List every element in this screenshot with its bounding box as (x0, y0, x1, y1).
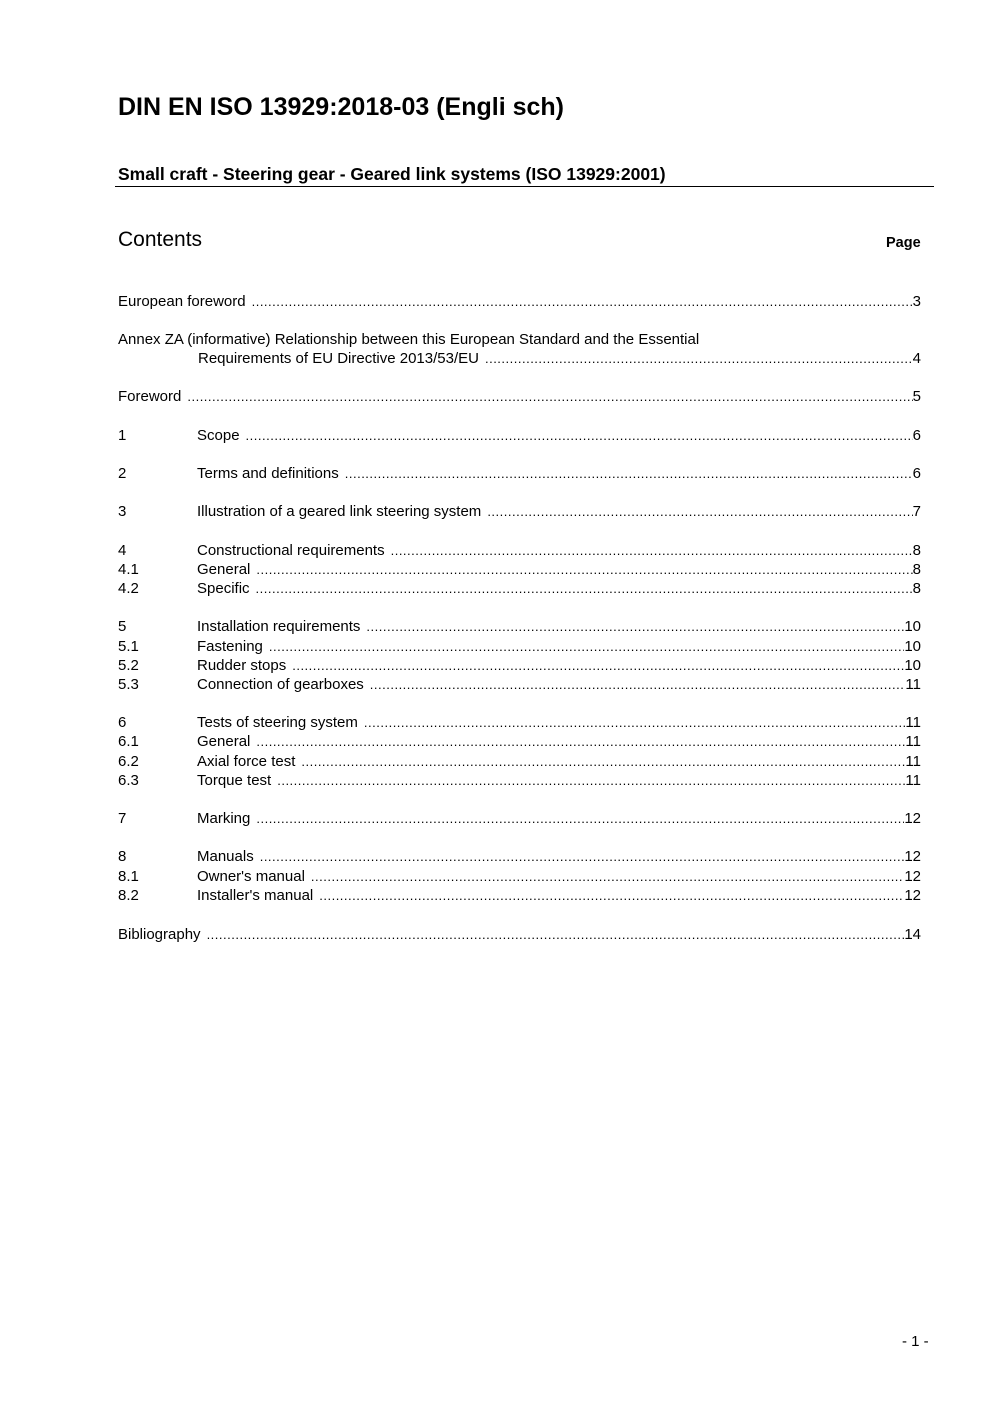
toc-entry-page: 10 (904, 657, 921, 674)
toc-entry-page: 11 (905, 676, 921, 693)
toc-entry-european-foreword[interactable] (118, 292, 921, 312)
title-rule (115, 186, 934, 187)
toc-entry-bibliography[interactable] (118, 925, 921, 945)
toc-entry-page: 12 (904, 848, 921, 865)
toc-dot-leader (391, 541, 913, 561)
document-subtitle: Small craft - Steering gear - Geared link systems (ISO 13929:2001) (118, 164, 666, 184)
toc-entry-text: Bibliography (118, 926, 201, 943)
toc-dot-leader (370, 675, 906, 695)
toc-entry-text: Manuals (197, 848, 254, 865)
toc-entry-page: 12 (904, 868, 921, 885)
toc-entry-page: 7 (912, 503, 921, 520)
footer-page-number: - 1 - (902, 1333, 929, 1350)
toc-dot-leader (256, 579, 913, 599)
toc-dot-leader (277, 771, 905, 791)
toc-entry-6-3[interactable] (118, 771, 921, 791)
toc-entry-page: 12 (904, 887, 921, 904)
toc-dot-leader (246, 426, 913, 446)
toc-entry-page: 11 (905, 733, 921, 750)
toc-entry-number: 8.2 (118, 887, 139, 904)
toc-dot-leader (364, 713, 906, 733)
toc-entry-5[interactable] (118, 617, 921, 637)
toc-entry-page: 10 (904, 638, 921, 655)
toc-entry-page: 14 (904, 926, 921, 943)
contents-heading: Contents (118, 228, 203, 251)
toc-entry-4[interactable] (118, 541, 921, 561)
toc-dot-leader (301, 752, 905, 772)
toc-entry-number: 6.2 (118, 753, 139, 770)
toc-entry-number: 4.1 (118, 561, 139, 578)
toc-entry-page: 8 (912, 542, 921, 559)
toc-entry-annex-za-line1[interactable]: Annex ZA (informative) Relationship between this European Standard and the Essential (118, 331, 700, 348)
toc-entry-8[interactable] (118, 847, 921, 867)
toc-entry-page: 8 (912, 580, 921, 597)
toc-entry-annex-za[interactable] (118, 349, 921, 369)
toc-dot-leader (260, 847, 905, 867)
toc-entry-text: General (197, 561, 251, 578)
toc-entry-text: Tests of steering system (197, 714, 358, 731)
toc-entry-number: 6.3 (118, 772, 139, 789)
toc-entry-6-1[interactable] (118, 732, 921, 752)
toc-entry-number: 7 (118, 810, 127, 827)
toc-entry-number: 6 (118, 714, 127, 731)
toc-entry-page: 6 (912, 427, 921, 444)
toc-dot-leader (345, 464, 913, 484)
toc-entry-foreword[interactable] (118, 387, 921, 407)
toc-entry-page: 5 (912, 388, 921, 405)
toc-dot-leader (187, 387, 912, 407)
toc-entry-page: 12 (904, 810, 921, 827)
toc-dot-leader (256, 809, 904, 829)
toc-entry-page: 11 (905, 753, 921, 770)
toc-entry-page: 4 (912, 350, 921, 367)
toc-entry-7[interactable] (118, 809, 921, 829)
toc-entry-page: 11 (905, 714, 921, 731)
toc-entry-page: 10 (904, 618, 921, 635)
toc-entry-number: 5.3 (118, 676, 139, 693)
toc-dot-leader (256, 560, 912, 580)
toc-entry-number: 5 (118, 618, 127, 635)
toc-entry-6[interactable] (118, 713, 921, 733)
toc-entry-number: 6.1 (118, 733, 139, 750)
document-title: DIN EN ISO 13929:2018-03 (Engli sch) (118, 93, 565, 121)
toc-entry-text: Axial force test (197, 753, 296, 770)
toc-dot-leader (366, 617, 904, 637)
toc-entry-page: 11 (905, 772, 921, 789)
toc-entry-text: Marking (197, 810, 251, 827)
toc-dot-leader (319, 886, 904, 906)
toc-entry-number: 2 (118, 465, 127, 482)
toc-entry-number: 1 (118, 427, 127, 444)
toc-entry-text: Installer's manual (197, 887, 314, 904)
page-column-heading: Page (886, 235, 921, 251)
toc-dot-leader (256, 732, 905, 752)
toc-entry-8-1[interactable] (118, 867, 921, 887)
toc-entry-page: 8 (912, 561, 921, 578)
toc-dot-leader (487, 502, 912, 522)
toc-entry-text: Constructional requirements (197, 542, 385, 559)
toc-dot-leader (207, 925, 905, 945)
toc-entry-2[interactable] (118, 464, 921, 484)
toc-entry-page: 3 (912, 293, 921, 310)
toc-entry-6-2[interactable] (118, 752, 921, 772)
toc-entry-4-1[interactable] (118, 560, 921, 580)
toc-entry-number: 4 (118, 542, 127, 559)
toc-entry-8-2[interactable] (118, 886, 921, 906)
toc-entry-text: Illustration of a geared link steering system (197, 503, 482, 520)
toc-entry-text: Owner's manual (197, 868, 305, 885)
toc-dot-leader (252, 292, 913, 312)
toc-dot-leader (292, 656, 904, 676)
toc-entry-text: European foreword (118, 293, 246, 310)
toc-entry-text: Requirements of EU Directive 2013/53/EU (198, 350, 479, 367)
toc-dot-leader (485, 349, 913, 369)
toc-entry-number: 3 (118, 503, 127, 520)
toc-entry-1[interactable] (118, 426, 921, 446)
toc-entry-text: Specific (197, 580, 250, 597)
toc-entry-text: Torque test (197, 772, 272, 789)
toc-entry-text: Rudder stops (197, 657, 287, 674)
toc-entry-number: 5.2 (118, 657, 139, 674)
toc-entry-5-1[interactable] (118, 637, 921, 657)
toc-entry-5-3[interactable] (118, 675, 921, 695)
toc-entry-text: General (197, 733, 251, 750)
toc-entry-5-2[interactable] (118, 656, 921, 676)
toc-entry-text: Installation requirements (197, 618, 361, 635)
toc-entry-text: Connection of gearboxes (197, 676, 364, 693)
toc-entry-number: 5.1 (118, 638, 139, 655)
toc-entry-text: Fastening (197, 638, 263, 655)
toc-entry-number: 8 (118, 848, 127, 865)
toc-entry-number: 4.2 (118, 580, 139, 597)
toc-entry-text: Terms and definitions (197, 465, 339, 482)
toc-entry-number: 8.1 (118, 868, 139, 885)
toc-entry-4-2[interactable] (118, 579, 921, 599)
toc-entry-text: Scope (197, 427, 240, 444)
toc-entry-text: Foreword (118, 388, 182, 405)
toc-entry-page: 6 (912, 465, 921, 482)
toc-entry-3[interactable] (118, 502, 921, 522)
toc-dot-leader (311, 867, 904, 887)
toc-dot-leader (269, 637, 904, 657)
